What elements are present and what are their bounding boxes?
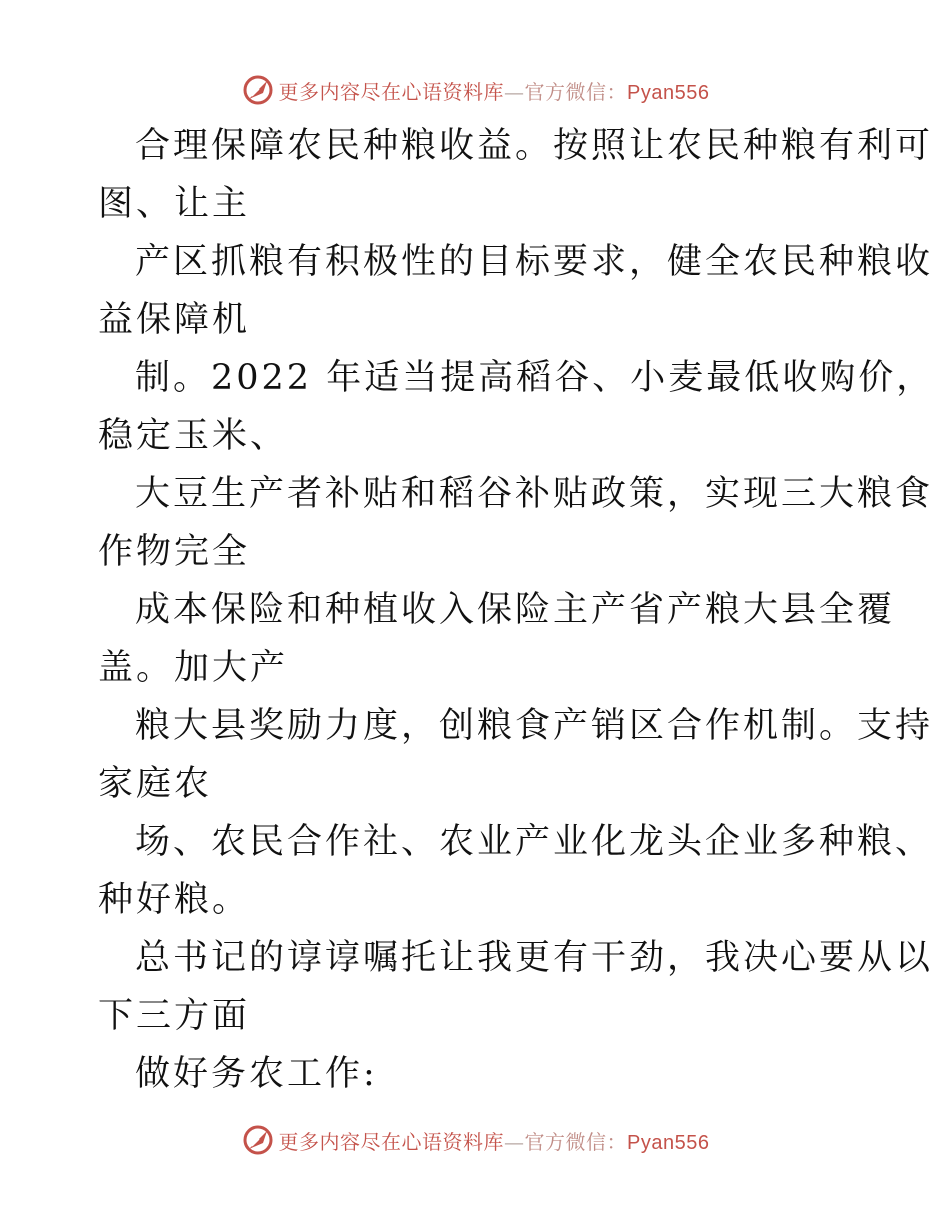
paragraph-line: 粮大县奖励力度，创粮食产销区合作机制。支持 [135, 706, 934, 746]
watermark-dash: — [504, 79, 525, 104]
paragraph-line: 合理保障农民种粮收益。按照让农民种粮有利可 [135, 126, 934, 166]
watermark-wechat-id: Pyan556 [627, 1131, 710, 1154]
watermark-dash: — [504, 1129, 525, 1154]
paragraph-line: 做好务农工作: [135, 1054, 378, 1094]
document-body [98, 117, 935, 1103]
paragraph-line: 稳定玉米、 [98, 416, 289, 456]
paragraph-line: 益保障机 [98, 300, 251, 340]
quill-logo-icon [241, 73, 275, 107]
paragraph-line: 作物完全 [98, 532, 251, 572]
paragraph-line: 下三方面 [98, 996, 251, 1036]
paragraph-line: 家庭农 [98, 764, 213, 804]
footer-watermark [0, 1120, 950, 1160]
header-watermark [0, 70, 950, 110]
paragraph-line: 图、让主 [98, 184, 251, 224]
watermark-wechat-id: Pyan556 [627, 81, 710, 104]
paragraph-line: 场、农民合作社、农业产业化龙头企业多种粮、 [135, 822, 934, 862]
watermark-text [279, 76, 710, 105]
quill-logo-icon [241, 1123, 275, 1157]
paragraph-line: 制。2022 年适当提高稻谷、小麦最低收购价， [135, 358, 935, 398]
paragraph-line: 成本保险和种植收入保险主产省产粮大县全覆 [135, 590, 896, 630]
watermark-site: 更多内容尽在心语资料库 [278, 1129, 505, 1154]
watermark-text [279, 1126, 710, 1155]
paragraph-line: 种好粮。 [98, 880, 251, 920]
paragraph-line: 大豆生产者补贴和稻谷补贴政策，实现三大粮食 [135, 474, 934, 514]
watermark-site: 更多内容尽在心语资料库 [278, 79, 505, 104]
watermark-contact-label: 官方微信： [524, 1129, 628, 1154]
paragraph-line: 盖。加大产 [98, 648, 289, 688]
paragraph-line: 总书记的谆谆嘱托让我更有干劲，我决心要从以 [135, 938, 934, 978]
watermark-contact-label: 官方微信： [524, 79, 628, 104]
paragraph-line: 产区抓粮有积极性的目标要求，健全农民种粮收 [135, 242, 934, 282]
